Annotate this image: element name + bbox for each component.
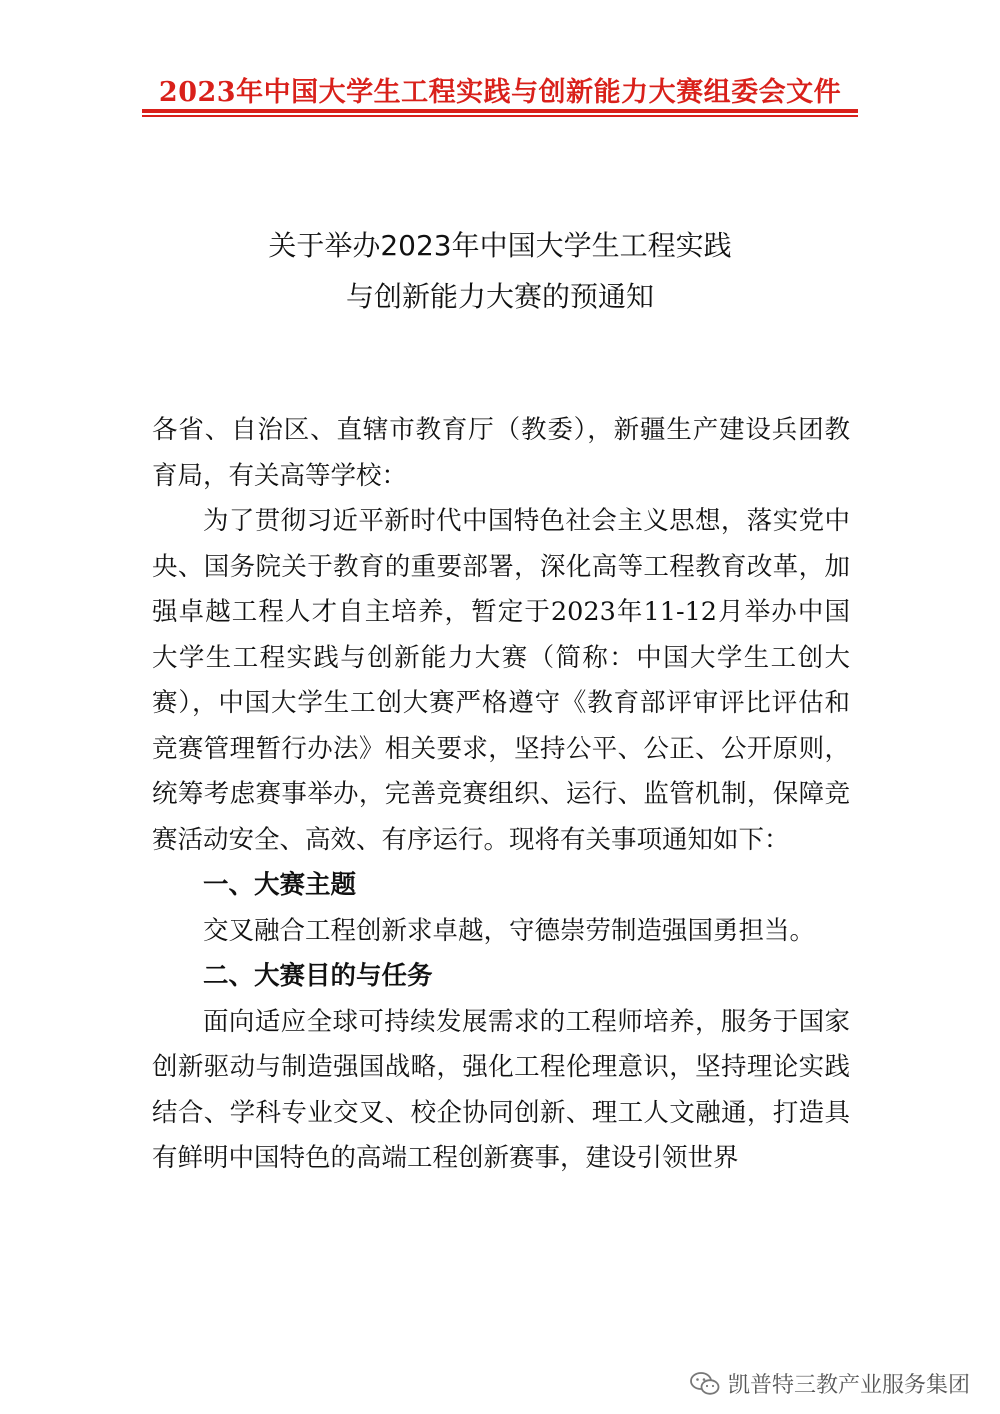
wechat-icon (690, 1371, 720, 1397)
section-heading-theme: 一、大赛主题 (203, 870, 357, 900)
addressees: 各省、自治区、直辖市教育厅（教委），新疆生产建设兵团教育局，有关高等学校： (152, 415, 850, 491)
document-title-line-2: 与创新能力大赛的预通知 (345, 280, 654, 313)
document-body (152, 408, 850, 1182)
section-heading-purpose: 二、大赛目的与任务 (203, 961, 433, 991)
watermark-text: 凯普特三教产业服务集团 (727, 1373, 970, 1398)
section-text-theme: 交叉融合工程创新求卓越，守德崇劳制造强国勇担当。 (203, 915, 816, 946)
intro-paragraph: 为了贯彻习近平新时代中国特色社会主义思想，落实党中央、国务院关于教育的重要部署，深化高等工程教育改革，加强卓越工程人才自主培养，暂定于2023年11-12月举办中国大学生工程实践与创新能力大赛（简称：中国大学生工创大赛），中国大学生工创大赛严格遵守《教育部评审评比评估和竞赛管理暂行办法》相关要求，坚持公平、公正、公开原则，统筹考虑赛事举办，完善竞赛组织、运行、监管机制，保障竞赛活动安全、高效、有序运行。现将有关事项通知如下： (152, 506, 850, 855)
letterhead-rule-thick (142, 109, 858, 113)
wechat-watermark (690, 1368, 970, 1399)
document-title-line-1: 关于举办2023年中国大学生工程实践 (268, 229, 732, 262)
letterhead-title: 2023年中国大学生工程实践与创新能力大赛组委会文件 (158, 77, 842, 108)
section-text-purpose: 面向适应全球可持续发展需求的工程师培养，服务于国家创新驱动与制造强国战略，强化工程伦理意识，坚持理论实践结合、学科专业交叉、校企协同创新、理工人文融通，打造具有鲜明中国特色的高端工程创新赛事，建设引领世界 (152, 1006, 850, 1173)
letterhead-rule-thin (142, 115, 858, 117)
